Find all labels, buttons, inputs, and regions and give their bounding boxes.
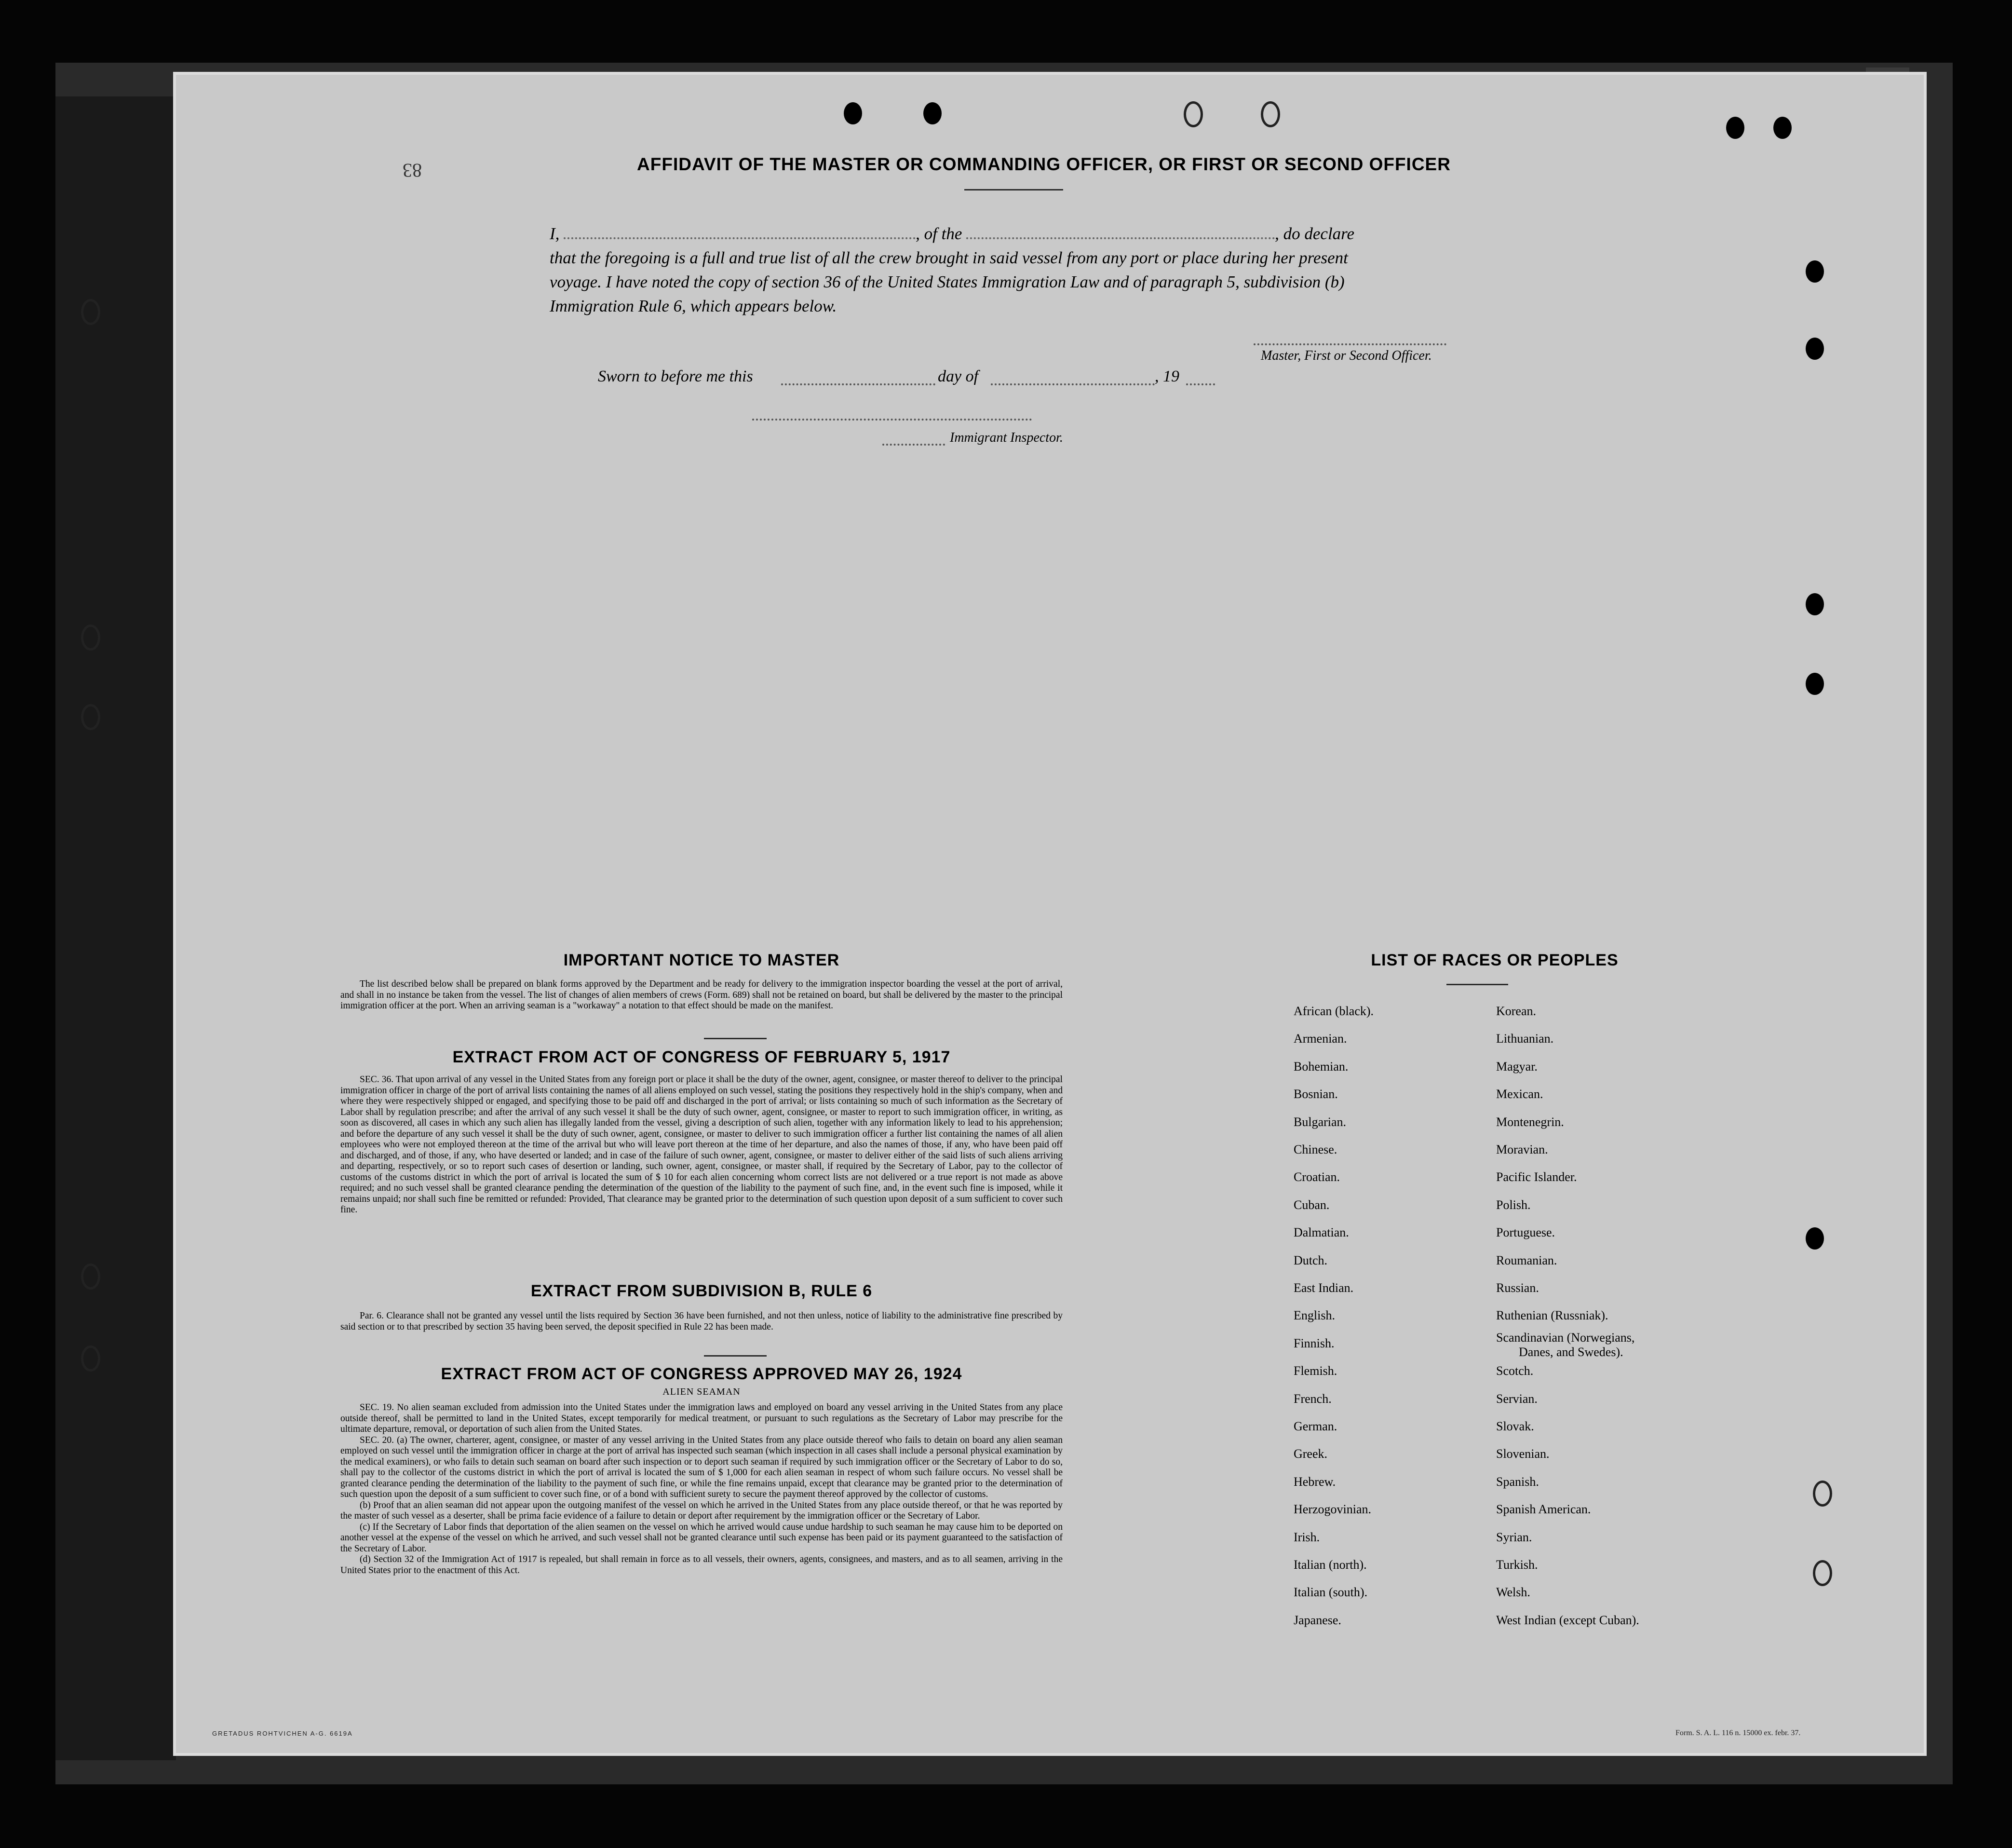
race-item: Portuguese. — [1496, 1225, 1555, 1240]
race-item: Magyar. — [1496, 1059, 1538, 1073]
master-signature-line[interactable] — [1254, 343, 1446, 345]
affidavit-body — [550, 222, 1519, 318]
race-item: English. — [1294, 1308, 1335, 1323]
extract-1924-sec19: SEC. 19. No alien seaman excluded from admission into the United States under the immigration laws and employed on board any vessel arriving in the United States from any place outside thereof, shall be permitted to land in the United States, except temporarily for medical treatment, or pursuant to such regulations as the Secretary of Labor may prescribe for the ultimate departure, removal, or deportation of such alien from the United States. — [340, 1402, 1063, 1434]
race-item: Japanese. — [1294, 1613, 1341, 1627]
punch-hole-icon — [923, 102, 942, 124]
divider — [1446, 984, 1508, 985]
sworn-text-a: Sworn to before me this — [598, 367, 753, 385]
extract-1924-sec20d: (d) Section 32 of the Immigration Act of 1917 is repealed, but shall remain in force as to all vessels, their owners, agents, consignees, and masters, and as to all seamen, arriving in the United States prior to the enactment of this Act. — [340, 1554, 1063, 1576]
affidavit-title: AFFIDAVIT OF THE MASTER OR COMMANDING OFFICER, OR FIRST OR SECOND OFFICER — [637, 154, 1451, 174]
race-item: Bohemian. — [1294, 1059, 1349, 1073]
race-item: Scotch. — [1496, 1364, 1534, 1378]
divider — [704, 1355, 767, 1357]
extract-rule6-title: EXTRACT FROM SUBDIVISION B, RULE 6 — [530, 1282, 873, 1300]
extract-rule6-paragraph: Par. 6. Clearance shall not be granted any vessel until the lists required by Section 36 have been furnished, and not then unless, notice of liability to the administrative fine prescribed by said section or to that prescribed by section 35 having been served, the deposit specified in Rule 22 has been made. — [340, 1311, 1063, 1332]
race-item: Finnish. — [1294, 1336, 1335, 1350]
race-item: West Indian (except Cuban). — [1496, 1613, 1639, 1627]
extract-1924-title: EXTRACT FROM ACT OF CONGRESS APPROVED MAY 26, 1924 — [441, 1365, 962, 1383]
race-item: Scandinavian (Norwegians, — [1496, 1330, 1635, 1345]
race-item: Russian. — [1496, 1281, 1539, 1295]
race-item: Italian (south). — [1294, 1585, 1368, 1600]
extract-1917-paragraph: SEC. 36. That upon arrival of any vessel in the United States from any foreign port or place it shall be the duty of the owner, agent, consignee, or master thereof to deliver to the principal immigration officer in charge of the port of arrival lists containing the names of all aliens employed on such vessel, stating the positions they respectively hold in the ship's company, when and where they were respectively shipped or engaged, and specifying those to be paid off and discharged in the port of arrival; or lists containing so much of such information as the Secretary of Labor shall by regulation prescribe; and after the arrival of any such vessel it shall be the duty of such owner, agent, consignee, or master to report to such immigration officer, in writing, as soon as discovered, all cases in which any such alien has illegally landed from the vessel, giving a description of such alien, together with any information likely to lead to his apprehension; and before the departure of any such vessel it shall be the duty of such owner, agent, consignee, or master to deliver to such immigration officer a further list containing the names of all alien employees who were not employed thereon at the time of the arrival but who will leave port thereon at the time of her departure, and also the names of those, if any, who have been paid off and discharged, and of those, if any, who have deserted or landed; and in case of the failure of such owner, agent, consignee, or master to deliver either of the said lists of such aliens arriving and departing, respectively, or so to report such cases of desertion or landing, such owner, agent, consignee, or master shall, if required by the Secretary of Labor, pay to the collector of customs of the customs district in which the port of arrival is located the sum of $ 10 for each alien concerning whom correct lists are not delivered or a true report is not made as above required; and no such vessel shall be granted clearance pending the determination of the question of the liability to the payment of such fine, and, in the event such fine is imposed, while it remains unpaid; nor shall such fine be remitted or refunded: Provided, That clearance may be granted prior to the determination of such question upon deposit of a sum sufficient to cover such fine. — [340, 1074, 1063, 1215]
divider — [704, 1038, 767, 1039]
punch-hole-icon — [81, 625, 100, 651]
punch-hole-icon — [1813, 1560, 1832, 1586]
race-item: Welsh. — [1496, 1585, 1530, 1600]
race-item: Flemish. — [1294, 1364, 1337, 1378]
race-item: Dutch. — [1294, 1253, 1328, 1267]
race-item: Lithuanian. — [1496, 1032, 1554, 1046]
binder-edge — [55, 96, 176, 1760]
races-title: LIST OF RACES OR PEOPLES — [1371, 951, 1619, 969]
affidavit-i: I, — [550, 224, 560, 243]
sworn-month-field[interactable] — [991, 383, 1155, 385]
printer-imprint: GRETADUS ROHTVICHEN A-G. 6619A — [212, 1730, 353, 1737]
punch-hole-icon — [81, 1345, 100, 1372]
page-number: 83 — [403, 160, 422, 181]
inspector-dots — [882, 444, 945, 446]
divider — [964, 189, 1063, 190]
punch-hole-icon — [1813, 1481, 1832, 1507]
extract-1924-sec20a: SEC. 20. (a) The owner, charterer, agent, consignee, or master of any vessel arriving in the United States from any place outside thereof who fails to detain on board any alien seaman employed on such vessel until the immigration officer in charge at the port of arrival has inspected such seaman (which inspection in all cases shall include a personal physical examination by the medical examiners), or who fails to detain such seaman on board after such inspection or to deport such seaman if required by such immigration officer or the Secretary of Labor to do so, shall pay to the collector of the customs district in which the port of arrival is located the sum of $ 1,000 for each alien seaman in respect of whom such failure occurs. No vessel shall be granted clearance pending the determination of the liability to the payment of such fine, or while the fine remains unpaid, except that clearance may be granted prior to the determination of such question upon the deposit of a sum sufficient to cover such fine, or of a bond with sufficient surety to secure the payment thereof approved by the collector of customs. — [340, 1435, 1063, 1499]
extract-1924-subtitle: ALIEN SEAMAN — [662, 1386, 741, 1397]
punch-hole-icon — [81, 299, 100, 325]
race-item: Dalmatian. — [1294, 1225, 1349, 1240]
race-item: Croatian. — [1294, 1170, 1340, 1184]
vessel-field[interactable] — [966, 237, 1275, 239]
punch-hole-icon — [1773, 117, 1792, 139]
punch-hole-icon — [844, 102, 862, 124]
master-label: Master, First or Second Officer. — [1261, 348, 1432, 363]
punch-hole-icon — [1261, 101, 1280, 127]
notice-body — [340, 979, 1063, 1012]
race-item: Chinese. — [1294, 1142, 1337, 1156]
race-item: Cuban. — [1294, 1197, 1330, 1212]
affidavit-line4: Immigration Rule 6, which appears below. — [550, 297, 837, 315]
punch-hole-icon — [1806, 1227, 1824, 1250]
affidavit-of-the: , of the — [916, 224, 962, 243]
affidavit-declare: , do declare — [1275, 224, 1355, 243]
extract-1924-sec20c: (c) If the Secretary of Labor finds that deportation of the alien seamen on the vessel on which he arrived would cause undue hardship to such seaman he may cause him to be deported on another vessel at the expense of the vessel on which he arrived, and such vessel shall not be granted clearance until such expense has been paid or its payment guaranteed to the satisfaction of the Secretary of Labor. — [340, 1522, 1063, 1554]
race-item: East Indian. — [1294, 1281, 1354, 1295]
notice-paragraph: The list described below shall be prepared on blank forms approved by the Department and be ready for delivery to the immigration inspector boarding the vessel at the port of arrival, and shall in no instance be taken from the vessel. The list of changes of alien members of crews (Form. 689) shall not be retained on board, but shall be delivered by the master to the principal immigration officer at the port. When an arriving seaman is a "workaway" a notation to that effect should be made on the manifest. — [340, 979, 1063, 1011]
sworn-text-b: day of — [938, 367, 979, 385]
race-item: Moravian. — [1496, 1142, 1548, 1156]
race-item: Italian (north). — [1294, 1558, 1367, 1572]
punch-hole-icon — [1184, 101, 1203, 127]
race-item: Hebrew. — [1294, 1474, 1336, 1489]
extract-1924-sec20b: (b) Proof that an alien seaman did not appear upon the outgoing manifest of the vessel on which he arrived in the United States from any place outside thereof, or that he was reported by the master of such vessel as a deserter, shall be prima facie evidence of a failure to detain or deport after requirement by the immigration officer or the Secretary of Labor. — [340, 1500, 1063, 1521]
race-item: Slovenian. — [1496, 1447, 1550, 1461]
race-item: Servian. — [1496, 1391, 1538, 1406]
race-item: Korean. — [1496, 1004, 1537, 1018]
notice-title: IMPORTANT NOTICE TO MASTER — [563, 951, 840, 969]
form-number: Form. S. A. L. 116 n. 15000 ex. febr. 37. — [1675, 1729, 1801, 1737]
race-item: African (black). — [1294, 1004, 1374, 1018]
race-item: Greek. — [1294, 1447, 1328, 1461]
race-item: Pacific Islander. — [1496, 1170, 1577, 1184]
race-item: Irish. — [1294, 1530, 1320, 1544]
race-item: German. — [1294, 1419, 1337, 1433]
extract-1917-body — [340, 1074, 1063, 1216]
affidavit-line3: voyage. I have noted the copy of section 36 of the United States Immigration Law and of paragraph 5, subdivision (b) — [550, 272, 1345, 291]
race-item: Turkish. — [1496, 1558, 1538, 1572]
sworn-year-field[interactable] — [1186, 383, 1215, 385]
extract-1924-body — [340, 1402, 1063, 1576]
punch-hole-icon — [1726, 117, 1744, 139]
race-item: Spanish. — [1496, 1474, 1539, 1489]
punch-hole-icon — [1806, 593, 1824, 615]
race-item: Armenian. — [1294, 1032, 1347, 1046]
affidavit-line1 — [550, 222, 1519, 246]
punch-hole-icon — [81, 704, 100, 730]
inspector-label: Immigrant Inspector. — [950, 430, 1063, 445]
race-item: French. — [1294, 1391, 1332, 1406]
extract-rule6-body — [340, 1311, 1063, 1332]
race-item: Mexican. — [1496, 1087, 1543, 1101]
inspector-signature-line[interactable] — [752, 419, 1032, 421]
punch-hole-icon — [1806, 260, 1824, 283]
race-item: Polish. — [1496, 1197, 1531, 1212]
race-item: Bulgarian. — [1294, 1114, 1347, 1129]
extract-1917-title: EXTRACT FROM ACT OF CONGRESS OF FEBRUARY 5, 1917 — [452, 1048, 951, 1066]
name-field[interactable] — [564, 237, 916, 239]
race-item: Danes, and Swedes). — [1519, 1345, 1623, 1359]
sworn-text-c: , 19 — [1155, 367, 1179, 385]
sworn-day-field[interactable] — [781, 383, 935, 385]
race-item: Slovak. — [1496, 1419, 1534, 1433]
affidavit-line2: that the foregoing is a full and true list of all the crew brought in said vessel from any port or place during her present — [550, 248, 1348, 267]
punch-hole-icon — [81, 1264, 100, 1290]
race-item: Ruthenian (Russniak). — [1496, 1308, 1608, 1323]
race-item: Roumanian. — [1496, 1253, 1557, 1267]
punch-hole-icon — [1806, 338, 1824, 360]
race-item: Montenegrin. — [1496, 1114, 1564, 1129]
race-item: Bosnian. — [1294, 1087, 1338, 1101]
race-item: Syrian. — [1496, 1530, 1532, 1544]
race-item: Spanish American. — [1496, 1502, 1591, 1517]
race-item: Herzogovinian. — [1294, 1502, 1372, 1517]
punch-hole-icon — [1806, 673, 1824, 695]
